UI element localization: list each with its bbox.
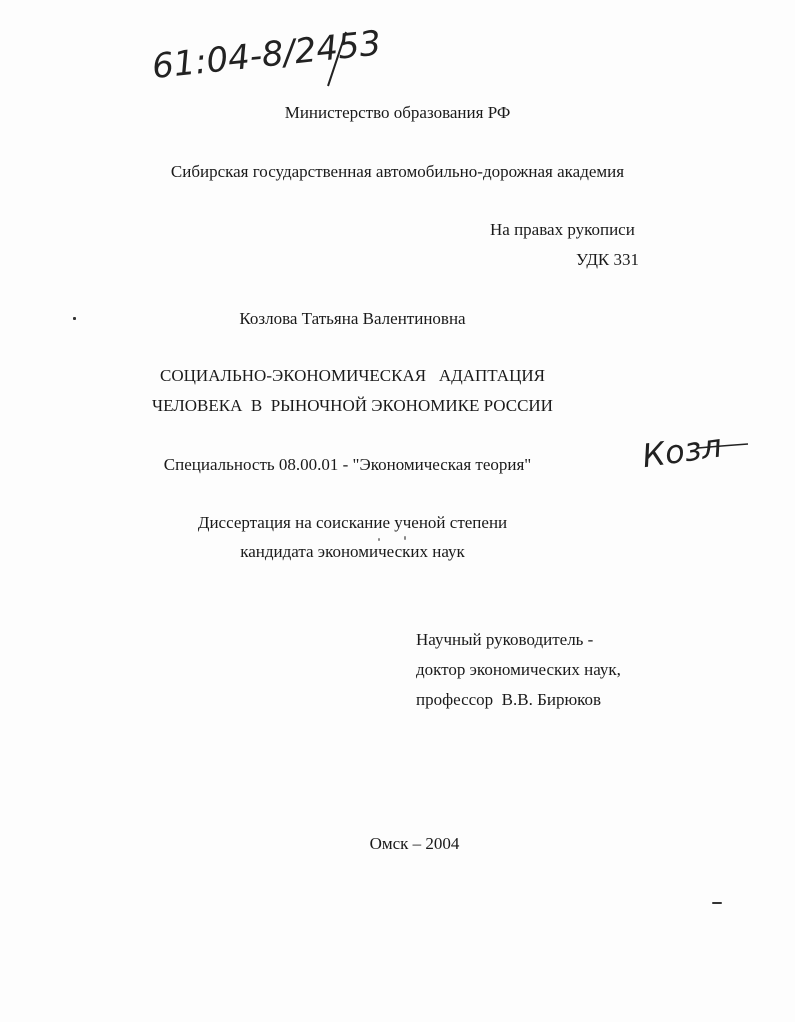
title-line-2: ЧЕЛОВЕКА В РЫНОЧНОЙ ЭКОНОМИКЕ РОССИИ [152, 396, 553, 415]
archive-number-text: 61:04-8/2453 [150, 23, 383, 88]
manuscript-rights: На правах рукописи [490, 220, 635, 239]
scan-speck [73, 317, 76, 320]
handwritten-archive-number [148, 22, 428, 94]
advisor-line-2: доктор экономических наук, [416, 660, 621, 679]
scan-speck [378, 538, 380, 541]
advisor-line-3: профессор В.В. Бирюков [416, 690, 602, 709]
dissertation-line-2: кандидата экономических наук [240, 542, 465, 561]
institution-name: Сибирская государственная автомобильно-дорожная академия [170, 162, 625, 181]
scan-speck [712, 902, 722, 904]
specialty: Специальность 08.00.01 - "Экономическая теория" [163, 455, 532, 474]
signature-text: Козл [640, 426, 725, 476]
ministry-name: Министерство образования РФ [284, 103, 511, 122]
dissertation-line-1: Диссертация на соискание ученой степени [197, 513, 508, 532]
author-name: Козлова Татьяна Валентиновна [239, 309, 466, 328]
advisor-line-1: Научный руководитель - [416, 630, 594, 649]
udc-code: УДК 331 [576, 250, 640, 269]
scan-speck [404, 536, 406, 540]
place-year: Омск – 2004 [369, 834, 460, 853]
title-line-1: СОЦИАЛЬНО-ЭКОНОМИЧЕСКАЯ АДАПТАЦИЯ [160, 366, 545, 385]
